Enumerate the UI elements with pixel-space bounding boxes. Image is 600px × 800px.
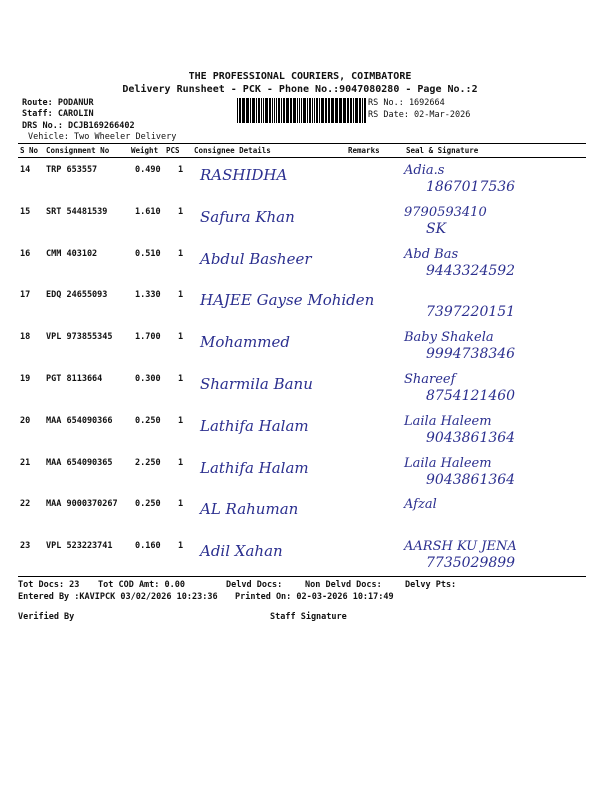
barcode-bar: [335, 98, 338, 123]
barcode-bar: [312, 98, 313, 123]
row-pcs: 1: [178, 165, 184, 175]
signature-text: Shareef: [404, 372, 456, 387]
company-title: THE PROFESSIONAL COURIERS, COIMBATORE: [188, 71, 412, 82]
printed-on: Printed On: 02-03-2026 10:17:49: [235, 592, 394, 602]
row-sno: 23: [20, 541, 31, 552]
signature-handwriting: [386, 325, 586, 367]
consignee-handwriting: [196, 451, 356, 491]
table-row: [18, 492, 586, 533]
table-row: [18, 325, 586, 366]
row-pcs: 1: [178, 248, 184, 259]
barcode-bar: [328, 98, 330, 123]
row-consignment-no: SRT 54481539: [46, 206, 108, 217]
barcode-bar: [343, 98, 346, 123]
row-pcs: 1: [178, 332, 184, 343]
barcode-bar: [290, 98, 292, 123]
signature-handwriting: [386, 242, 586, 284]
signature-handwriting: [386, 200, 586, 242]
row-sno: 18: [20, 332, 31, 343]
row-weight: 0.160: [135, 541, 161, 552]
signature-handwriting: [386, 492, 586, 534]
consignee-name: Abdul Basheer: [200, 249, 312, 268]
row-sno: 17: [20, 290, 31, 301]
consignee-handwriting: [196, 534, 356, 574]
col-sno: S No: [20, 146, 39, 155]
table-row: [18, 409, 586, 450]
signature-phone: 8754121460: [426, 388, 516, 404]
consignee-name: Sharmila Banu: [200, 375, 313, 393]
col-remarks: Remarks: [348, 146, 380, 155]
signature-text: Adia.s: [404, 163, 445, 178]
row-weight: 1.700: [135, 332, 161, 343]
barcode-bar: [364, 98, 366, 123]
row-consignment-no: EDQ 24655093: [46, 290, 108, 301]
consignee-handwriting: [196, 409, 356, 449]
consignee-name: Adil Xahan: [200, 542, 283, 561]
signature-text: AARSH KU JENA: [404, 539, 517, 555]
row-sno: 21: [20, 457, 31, 468]
barcode-bar: [256, 98, 257, 123]
barcode-bar: [269, 98, 271, 123]
consignee-name: AL Rahuman: [200, 500, 299, 519]
row-weight: 0.490: [135, 165, 161, 175]
signature-text: Abd Bas: [404, 246, 459, 262]
row-weight: 0.300: [135, 374, 161, 384]
row-sno: 16: [20, 248, 31, 259]
vehicle-label: Vehicle: Two Wheeler Delivery: [28, 132, 177, 142]
barcode-bar: [321, 98, 324, 123]
barcode-bar: [250, 98, 251, 123]
barcode-bar: [246, 98, 249, 123]
signature-phone: 7735029899: [426, 555, 516, 572]
table-row: [18, 367, 586, 408]
signature-text: 9790593410: [404, 204, 487, 220]
delivery-points: Delvy Pts:: [405, 580, 457, 590]
signature-phone: 9994738346: [426, 346, 516, 363]
barcode-bar: [274, 98, 275, 123]
signature-handwriting: [386, 409, 586, 451]
barcode-bar: [347, 98, 349, 123]
staff-label: Staff: CAROLIN: [22, 109, 94, 119]
signature-phone: 9443324592: [426, 262, 516, 279]
row-consignment-no: TRP 653557: [46, 165, 98, 175]
row-weight: 0.510: [135, 248, 161, 259]
row-consignment-no: MAA 654090366: [46, 415, 113, 426]
consignee-handwriting: [196, 200, 356, 240]
signature-text: Laila Haleem: [404, 455, 492, 471]
row-pcs: 1: [178, 499, 184, 510]
consignee-name: Safura Khan: [200, 207, 295, 226]
barcode-bar: [299, 98, 300, 123]
barcode-bar: [359, 98, 361, 123]
barcode-bar: [314, 98, 315, 123]
barcode-bar: [239, 98, 241, 123]
barcode-bar: [265, 98, 268, 123]
consignee-handwriting: [196, 242, 356, 282]
consignee-name: RASHIDHA: [200, 166, 288, 184]
delivered-docs: Delvd Docs:: [226, 580, 283, 590]
row-consignment-no: MAA 9000370267: [46, 499, 118, 510]
col-signature: Seal & Signature: [406, 146, 479, 155]
row-pcs: 1: [178, 374, 184, 384]
table-row: [18, 534, 586, 575]
barcode-bar: [283, 98, 285, 123]
barcode-bar: [258, 98, 260, 123]
barcode-bar: [297, 98, 298, 123]
drs-number: DRS No.: DCJB169266402: [22, 121, 135, 131]
barcode-bar: [350, 98, 352, 123]
footer-rule: [18, 576, 586, 577]
row-pcs: 1: [178, 415, 184, 426]
row-pcs: 1: [178, 290, 184, 301]
signature-text: Afzal: [404, 497, 437, 513]
signature-text: Baby Shakela: [404, 330, 494, 346]
route-label: Route: PODANUR: [22, 98, 94, 108]
barcode-bar: [261, 98, 262, 123]
row-pcs: 1: [178, 206, 184, 217]
barcode-bar: [355, 98, 358, 123]
barcode-bar: [331, 98, 334, 123]
table-top-rule: [18, 143, 586, 144]
signature-handwriting: [386, 158, 586, 200]
signature-phone: 1867017536: [426, 179, 516, 195]
barcode-bar: [325, 98, 327, 123]
consignee-handwriting: [196, 325, 356, 365]
entered-by: Entered By :KAVIPCK 03/02/2026 10:23:36: [18, 592, 218, 602]
non-delivered-docs: Non Delvd Docs:: [305, 580, 382, 590]
row-sno: 20: [20, 415, 31, 426]
barcode-bar: [272, 98, 273, 123]
row-weight: 1.330: [135, 290, 161, 301]
barcode-image: [237, 98, 365, 123]
signature-phone: 9043861364: [426, 429, 516, 446]
col-consignment: Consignment No: [46, 146, 110, 155]
row-consignment-no: MAA 654090365: [46, 457, 113, 468]
barcode-bar: [362, 98, 363, 123]
signature-handwriting: [386, 367, 586, 409]
barcode-bar: [263, 98, 264, 123]
barcode-bar: [316, 98, 318, 123]
barcode-bar: [303, 98, 306, 123]
barcode-bar: [286, 98, 289, 123]
barcode-bar: [307, 98, 308, 123]
table-row: [18, 283, 586, 324]
consignee-handwriting: [196, 367, 356, 407]
signature-phone: 7397220151: [426, 304, 516, 321]
barcode-bar: [293, 98, 296, 123]
row-weight: 2.250: [135, 457, 161, 468]
barcode-bar: [353, 98, 354, 123]
barcode-bar: [242, 98, 245, 123]
table-row: [18, 158, 586, 199]
table-row: [18, 451, 586, 492]
row-weight: 0.250: [135, 415, 161, 426]
total-docs: Tot Docs: 23: [18, 580, 80, 590]
consignee-name: HAJEE Gayse Mohiden: [200, 291, 375, 310]
col-consignee: Consignee Details: [194, 146, 271, 155]
verified-by: Verified By: [18, 612, 75, 622]
row-consignment-no: CMM 403102: [46, 248, 98, 259]
col-weight: Weight: [131, 146, 159, 155]
row-sno: 14: [20, 165, 31, 175]
row-pcs: 1: [178, 541, 184, 552]
consignee-name: Lathifa Halam: [200, 416, 309, 435]
barcode-bar: [319, 98, 320, 123]
row-consignment-no: VPL 523223741: [46, 541, 113, 552]
signature-handwriting: [386, 451, 586, 493]
barcode-bar: [309, 98, 311, 123]
col-pcs: PCS: [166, 146, 180, 155]
barcode-bar: [276, 98, 277, 123]
signature-handwriting: [386, 283, 586, 325]
signature-text: Laila Haleem: [404, 413, 492, 429]
rs-number: RS No.: 1692664: [368, 98, 445, 108]
runsheet-subtitle: Delivery Runsheet - PCK - Phone No.:9047080280 - Page No.:2: [122, 84, 478, 95]
row-weight: 0.250: [135, 499, 161, 510]
consignee-name: Mohammed: [200, 333, 290, 352]
signature-phone: SK: [426, 220, 447, 237]
row-consignment-no: PGT 8113664: [46, 374, 103, 384]
row-sno: 19: [20, 374, 31, 384]
row-pcs: 1: [178, 457, 184, 468]
total-cod: Tot COD Amt: 0.00: [98, 580, 185, 590]
table-row: [18, 200, 586, 241]
consignee-handwriting: [196, 158, 356, 198]
consignee-name: Lathifa Halam: [200, 458, 309, 477]
barcode-bar: [252, 98, 255, 123]
barcode-bar: [281, 98, 282, 123]
consignee-handwriting: [196, 492, 356, 532]
row-sno: 22: [20, 499, 31, 510]
barcode-bar: [278, 98, 280, 123]
rs-date: RS Date: 02-Mar-2026: [368, 110, 471, 120]
consignee-handwriting: [196, 283, 375, 323]
signature-phone: 9043861364: [426, 471, 516, 488]
barcode-bar: [339, 98, 342, 123]
barcode-bar: [237, 98, 238, 123]
signature-handwriting: [386, 534, 586, 576]
row-sno: 15: [20, 206, 31, 217]
row-weight: 1.610: [135, 206, 161, 217]
row-consignment-no: VPL 973855345: [46, 332, 113, 343]
staff-signature: Staff Signature: [270, 612, 347, 622]
barcode-bar: [301, 98, 302, 123]
table-row: [18, 242, 586, 283]
